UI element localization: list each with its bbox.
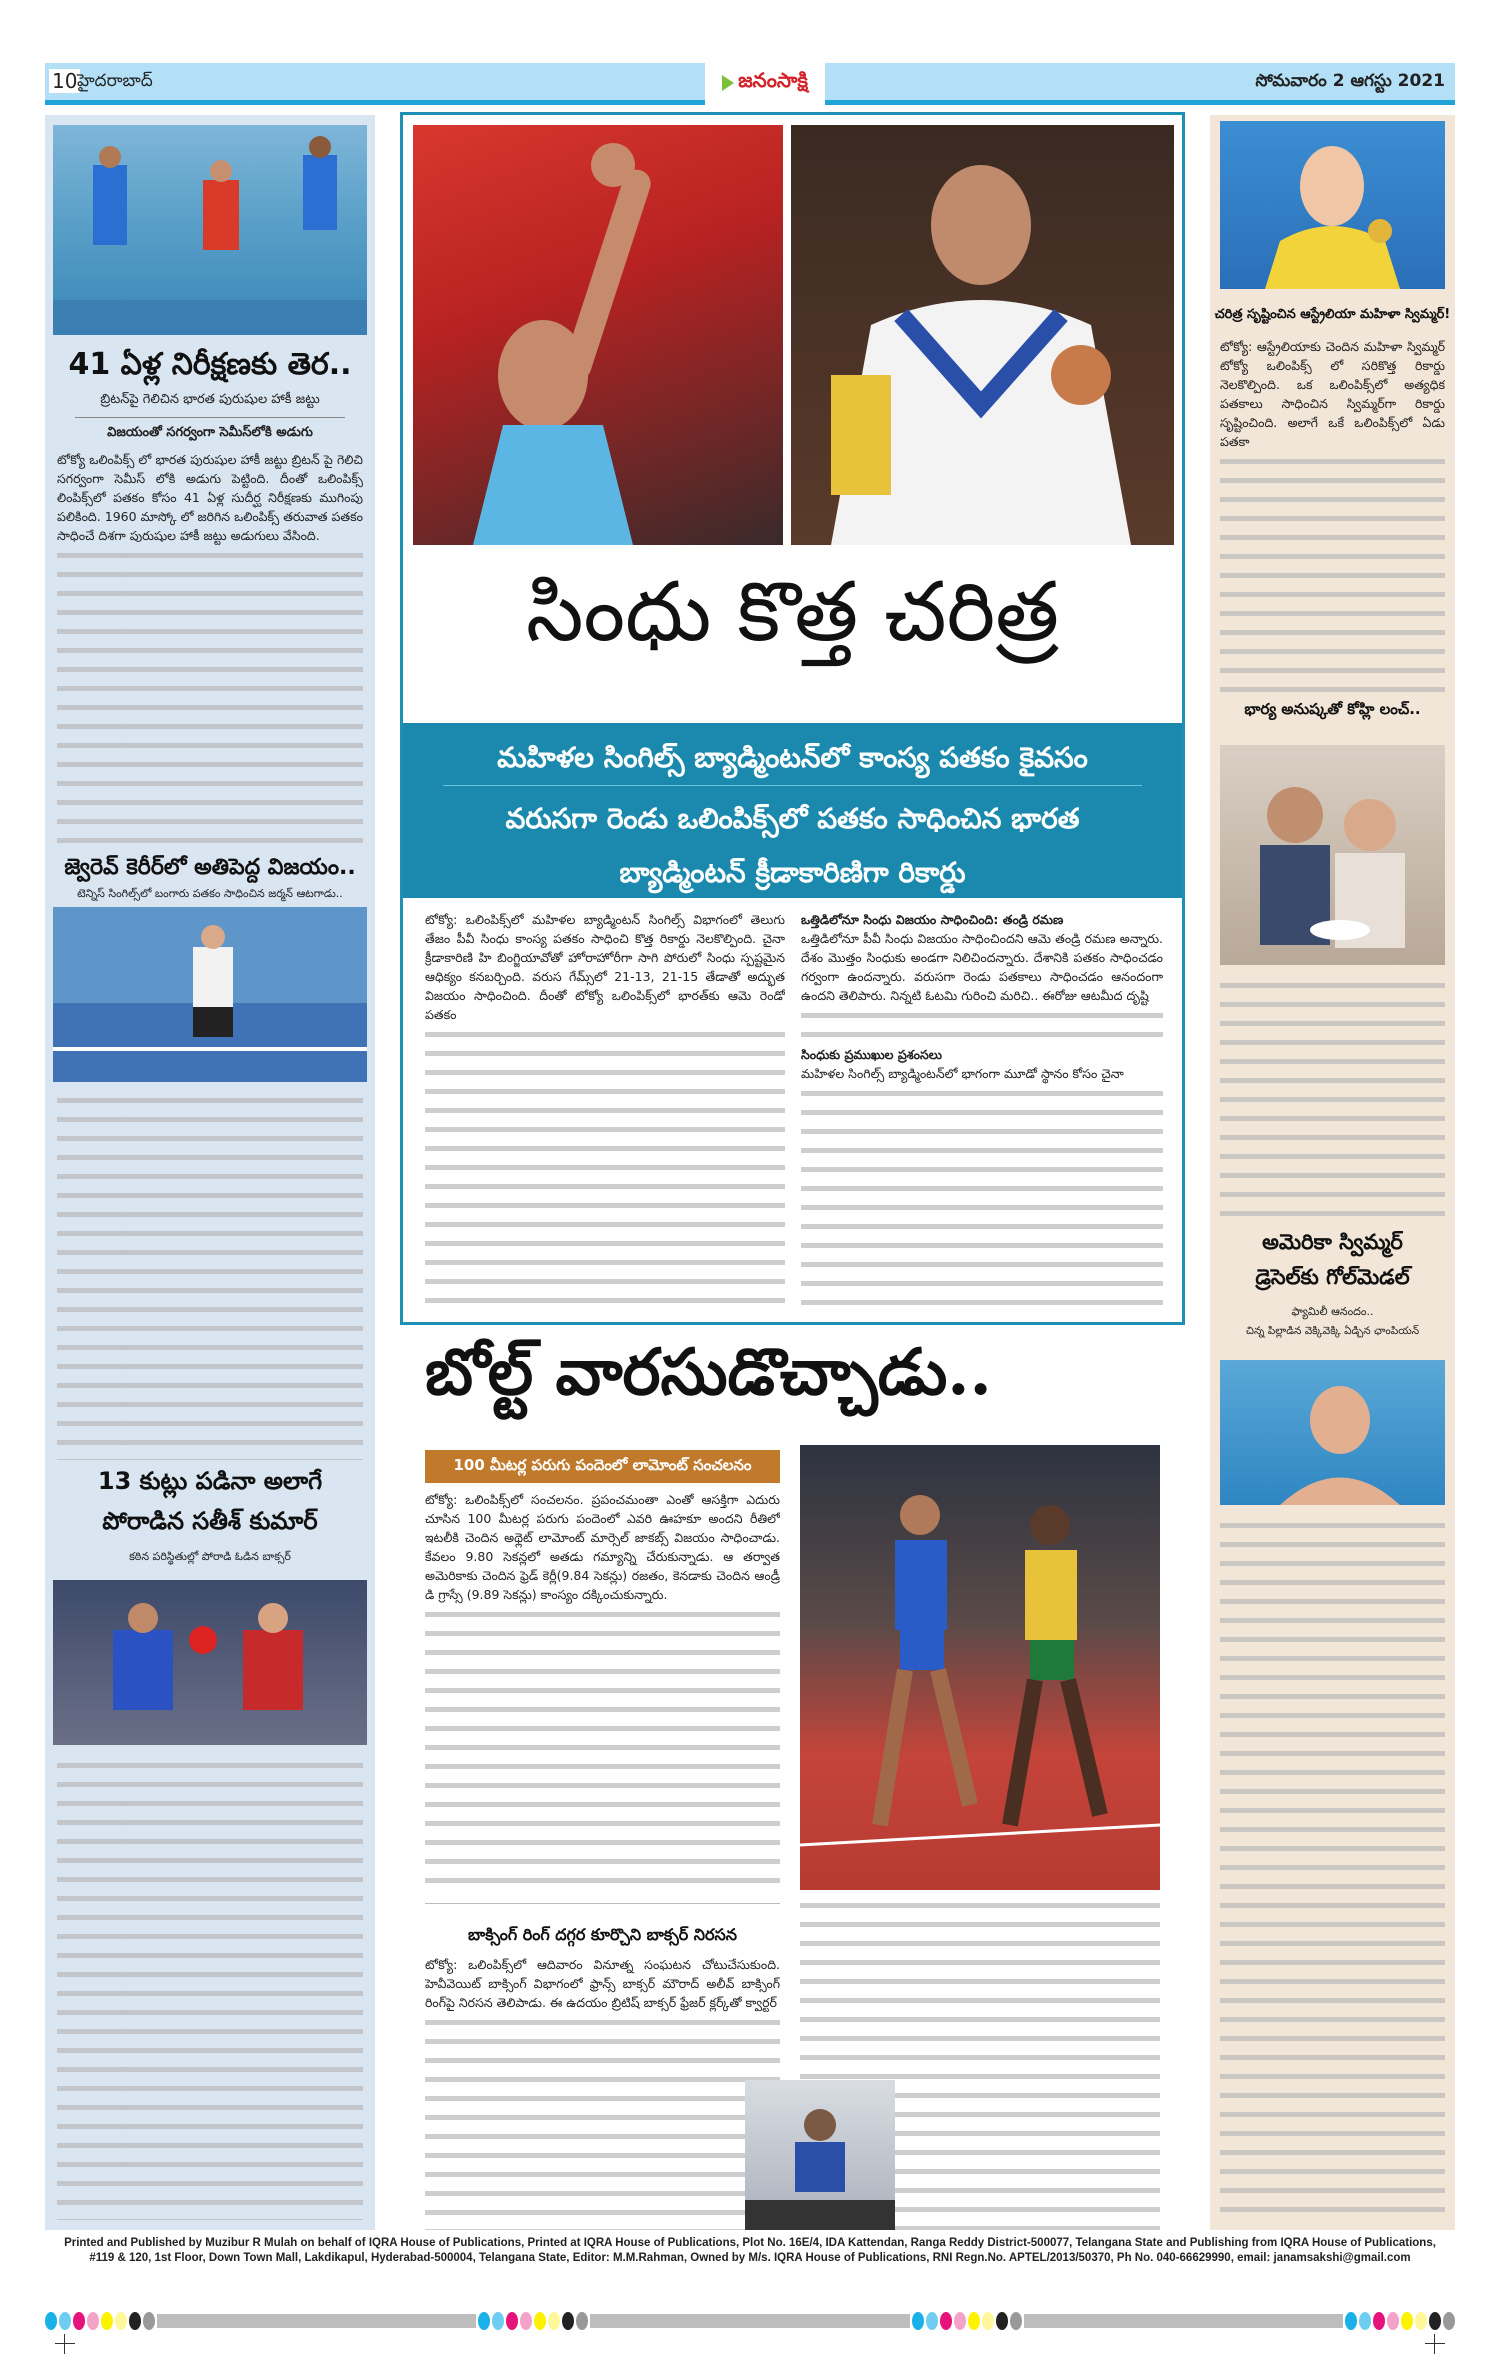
registration-dot (996, 2312, 1008, 2330)
registration-dot (45, 2312, 57, 2330)
hockey-headline: 41 ఏళ్ల నిరీక్షణకు తెర.. (68, 347, 352, 382)
hockey-players-illustration (53, 125, 367, 335)
page-number: 10 (49, 69, 80, 93)
imprint (30, 2236, 1470, 2266)
deck-line-1: మహిళల సింగిల్స్ బ్యాడ్మింటన్‌లో కాంస్య పతకం కైవసం (497, 741, 1088, 774)
boxer-headline-2: పోరాడిన సతీశ్ కుమార్ (102, 1507, 318, 1535)
imprint-line-1: Printed and Published by Muzibur R Mulah on behalf of IQRA House of Publications, Printed at IQRA House of Publications, Plot No. 16E/4, IDA Kattendan, Ranga Reddy District-500077, Telangana State and Publishing from IQRA House of Publications, (64, 2237, 1436, 2249)
dressel-photo (1220, 1360, 1445, 1505)
father-kicker: ఒత్తిడిలోనూ సింధు విజయం సాధించింది: తండ్రి రమణ (801, 912, 1064, 927)
hockey-subhead: బ్రిటన్‌పై గెలిచిన భారత పురుషుల హాకీ జట్టు (100, 392, 320, 407)
registration-dot (143, 2312, 155, 2330)
sindhu-celebrating-illustration (413, 125, 783, 545)
sprinters-illustration (800, 1445, 1160, 1890)
left-column (45, 115, 375, 2230)
registration-dot (1359, 2312, 1371, 2330)
imprint-line-2: #119 & 120, 1st Floor, Down Town Mall, Lakdikapul, Hyderabad-500004, Telangana State, Editor: M.M.Rahman, Owned by M/s. IQRA House of Publications, RNI Regn.No. APTEL/2013/50370, Ph No. 040-66629990, email: janamsakshi@gmail.com (89, 2252, 1411, 2264)
boxer-sitting-illustration (745, 2080, 895, 2230)
registration-dot (1373, 2312, 1385, 2330)
registration-dot (115, 2312, 127, 2330)
registration-dot (506, 2312, 518, 2330)
registration-dot (562, 2312, 574, 2330)
logo-text: జనంసాక్షి (738, 68, 808, 92)
boxing-protest (425, 1925, 780, 1948)
kohli-body (1220, 975, 1445, 1223)
father-body-text: ఒత్తిడిలోనూ పీవీ సింధు విజయం సాధించిందని ఆమె తండ్రి రమణ అన్నారు. దేశం మొత్తం సింధుకు అండగా నిలిచిందన్నారు. దేశానికి పతకం సాధించడం గర్వంగా ఉందన్నారు. వరుసగా రెండు పతకాలు సాధించడం ఆనందంగా ఉందని తెలిపారు. నిన్నటి ఓటమి గురించి మరిచి.. ఈరోజు ఆటమీద దృష్టి (801, 931, 1163, 1003)
sindhu-medal-illustration (791, 125, 1174, 545)
registration-dot (576, 2312, 588, 2330)
kohli-anushka-photo (1220, 745, 1445, 965)
sindhu-body-left (425, 910, 785, 1315)
dressel-subhead: ఫ్యామిలీ ఆనందం.. (1291, 1305, 1374, 1318)
swimmer-body (1220, 337, 1445, 692)
tennis-player-illustration (53, 907, 367, 1082)
boxing-protest-headline: బాక్సింగ్ రింగ్ దగ్గర కూర్చొని బాక్సర్ నిరసన (467, 1925, 737, 1944)
boxing-photo (53, 1580, 367, 1745)
bolt-headline-wrap (400, 1335, 1190, 1425)
registration-dot (73, 2312, 85, 2330)
registration-dot (968, 2312, 980, 2330)
dressel-headline-1: అమెరికా స్విమ్మర్ (1262, 1230, 1403, 1254)
sindhu-feature-box (400, 112, 1185, 1325)
zverev-photo (53, 907, 367, 1082)
registration-dot (1345, 2312, 1357, 2330)
zverev-subhead: టెన్నిస్ సింగిల్స్‌లో బంగారు పతకం సాధించిన జర్మన్ ఆటగాడు.. (77, 887, 343, 900)
zverev-headline: జ్వెరెవ్ కెరీర్‌లో అతిపెద్ద విజయం.. (64, 855, 356, 880)
sindhu-celebration-photo (413, 125, 783, 545)
boxing-protest-text: టోక్యో: ఒలింపిక్స్‌లో ఆదివారం వినూత్న సంఘటన చోటుచేసుకుంది. హెవీవెయిట్ బాక్సింగ్ విభాగంలో ఫ్రాన్స్ బాక్సర్ మౌరాద్ అలీవ్ బాక్సింగ్ రింగ్‌పై నిరసన తెలిపాడు. ఈ ఉదయం బ్రిటిష్ బాక్సర్ ఫ్రేజర్ క్లర్క్‌తో క్వార్టర్ (425, 1957, 780, 2010)
registration-dot (1415, 2312, 1427, 2330)
registration-dot (520, 2312, 532, 2330)
registration-gray-bar (157, 2314, 476, 2328)
swimmer-headline: చరిత్ర సృష్టించిన ఆస్ట్రేలియా మహిళా స్విమ్మర్! (1214, 307, 1451, 322)
swimmer-body-text: టోక్యో: ఆస్ట్రేలియాకు చెందిన మహిళా స్విమ్మర్ టోక్యో ఒలింపిక్స్ లో సరికొత్త రికార్డు నెలకొల్పింది. ఒక ఒలింపిక్స్‌లో అత్యధిక పతకాలు సాధించిన స్విమ్మర్‌గా రికార్డు సృష్టించింది. అలాగే ఒకే ఒలింపిక్స్‌లో ఏడు పతకా (1220, 339, 1445, 449)
sindhu-body-right (801, 910, 1163, 1315)
issue-date: సోమవారం 2 ఆగస్టు 2021 (1255, 71, 1445, 91)
divider (425, 1903, 780, 1904)
registration-dot (1401, 2312, 1413, 2330)
registration-dot (912, 2312, 924, 2330)
right-column (1210, 115, 1455, 2230)
bolt-body-text: టోక్యో: ఒలింపిక్స్‌లో సంచలనం. ప్రపంచమంతా ఎంతో ఆసక్తిగా ఎదురు చూసిన 100 మీటర్ల పరుగు పందెంలో ఎవరి ఊహకూ అందని రీతిలో ఇటలీకి చెందిన అథ్లెట్ లామోంట్ మార్సెల్ జాకబ్స్ విజయం సాధించాడు. కేవలం 9.80 సెకన్లలో అతడు గమ్యాన్ని చేరుకున్నాడు. ఆ తర్వాత అమెరికాకు చెందిన ఫ్రెడ్ కెర్లీ(9.84 సెకన్లు) రజతం, కెనడాకు చెందిన ఆండ్రీ డి గ్రాస్సే (9.89 సెకన్లు) కాంస్యం దక్కించుకున్నారు. (425, 1492, 780, 1602)
boxing-protest-body (425, 1955, 780, 2230)
registration-dot (1443, 2312, 1455, 2330)
boxer-headline-1: 13 కుట్లు పడినా అలాగే (97, 1467, 323, 1495)
sindhu-deck-band (403, 723, 1182, 898)
zverev-body (57, 1090, 363, 1460)
edition-city: హైదరాబాద్ (77, 71, 153, 91)
deck-line-3: బ్యాడ్మింటన్ క్రీడాకారిణిగా రికార్డు (619, 856, 966, 889)
registration-dot (1429, 2312, 1441, 2330)
bolt-headline: బోల్ట్ వారసుడొచ్చాడు.. (425, 1335, 992, 1410)
dressel-celebrating-illustration (1220, 1360, 1445, 1505)
dressel-headline-2: డ్రెసెల్‌కు గోల్‌మెడల్ (1255, 1265, 1410, 1289)
hockey-kicker: విజయంతో సగర్వంగా సెమీస్‌లోకి అడుగు (107, 425, 313, 440)
praise-body-text: మహిళల సింగిల్స్ బ్యాడ్మింటన్‌లో భాగంగా మూడో స్థానం కోసం చైనా (801, 1066, 1124, 1081)
registration-dot (1387, 2312, 1399, 2330)
praise-kicker: సింధుకు ప్రముఖుల ప్రశంసలు (801, 1047, 942, 1062)
registration-dot (129, 2312, 141, 2330)
divider (75, 417, 345, 418)
dressel-body (1220, 1515, 1445, 2220)
boxers-illustration (53, 1580, 367, 1745)
hockey-photo (53, 125, 367, 335)
crop-mark-icon (55, 2334, 75, 2354)
hockey-body (57, 450, 363, 850)
sindhu-headline: సింధు కొత్త చరిత్ర (525, 565, 1060, 660)
registration-gray-bar (590, 2314, 909, 2328)
registration-dot (940, 2312, 952, 2330)
logo-arrow-icon (722, 75, 734, 91)
sprint-photo (800, 1445, 1160, 1890)
couple-illustration (1220, 745, 1445, 965)
registration-dot (87, 2312, 99, 2330)
registration-dot (101, 2312, 113, 2330)
dressel-kicker: చిన్న పిల్లాడిన వెక్కివెక్కి ఏడ్చిన ఛాంపియన్ (1245, 1325, 1420, 1337)
bolt-body-left (425, 1490, 780, 1890)
registration-dot (954, 2312, 966, 2330)
boxer-sitting-photo (745, 2080, 895, 2230)
registration-gray-bar (1024, 2314, 1343, 2328)
registration-dot (59, 2312, 71, 2330)
color-registration-bar (45, 2312, 1455, 2330)
newspaper-logo (705, 60, 825, 105)
registration-dot (492, 2312, 504, 2330)
hockey-body-text: టోక్యో ఒలింపిక్స్ లో భారత పురుషుల హాకీ జట్టు బ్రిటన్ పై గెలిచి సగర్వంగా సెమీస్ లోకి అడుగు పెట్టింది. దీంతో ఒలింపిక్స్ లింపిక్స్‌లో పతకం కోసం 41 ఏళ్ల సుదీర్ఘ నిరీక్షణకు ముగింపు పలికింది. 1960 మాస్కో లో జరిగిన ఒలింపిక్స్ తరువాత పతకం సాధించే దిశగా పురుషుల హాకీ జట్టు అడుగులు వేసింది. (57, 452, 363, 543)
boxer-body (57, 1755, 363, 2220)
registration-dot (534, 2312, 546, 2330)
sindhu-body-text: టోక్యో: ఒలింపిక్స్‌లో మహిళల బ్యాడ్మింటన్ సింగిల్స్ విభాగంలో తెలుగు తేజం పీవీ సింధు కాంస్య పతకం సాధించి కొత్త రికార్డు నెలకొల్పింది. చైనా క్రీడాకారిణి హి బింగ్జియావోతో హోరాహోరీగా సాగి పోరులో సింధు స్పష్టమైన ఆధిక్యం కనబర్చింది. వరుస గేమ్స్‌లో 21-13, 21-15 తేడాతో అద్భుత విజయం సాధించింది. దీంతో టోక్యో ఒలింపిక్స్‌లో భారత్‌కు ఆమె రెండో పతకం (425, 912, 785, 1022)
registration-dot (926, 2312, 938, 2330)
registration-dot (478, 2312, 490, 2330)
deck-line-2: వరుసగా రెండు ఒలింపిక్స్‌లో పతకం సాధించిన భారత (505, 802, 1080, 835)
registration-dot (982, 2312, 994, 2330)
bolt-subhead: 100 మీటర్ల పరుగు పందెంలో లామోంట్ సంచలనం (425, 1450, 780, 1483)
swimmer-photo (1220, 121, 1445, 289)
boxer-subhead: కఠిన పరిస్థితుల్లో పోరాడి ఓడిన బాక్సర్ (129, 1550, 291, 1563)
swimmer-medal-illustration (1220, 121, 1445, 289)
sindhu-medal-photo (791, 125, 1174, 545)
masthead-bar (45, 63, 1455, 105)
kohli-headline: భార్య అనుష్కతో కోహ్లి లంచ్.. (1244, 700, 1421, 718)
crop-mark-icon (1425, 2334, 1445, 2354)
deck-divider (443, 785, 1142, 786)
registration-dot (1010, 2312, 1022, 2330)
registration-dot (548, 2312, 560, 2330)
